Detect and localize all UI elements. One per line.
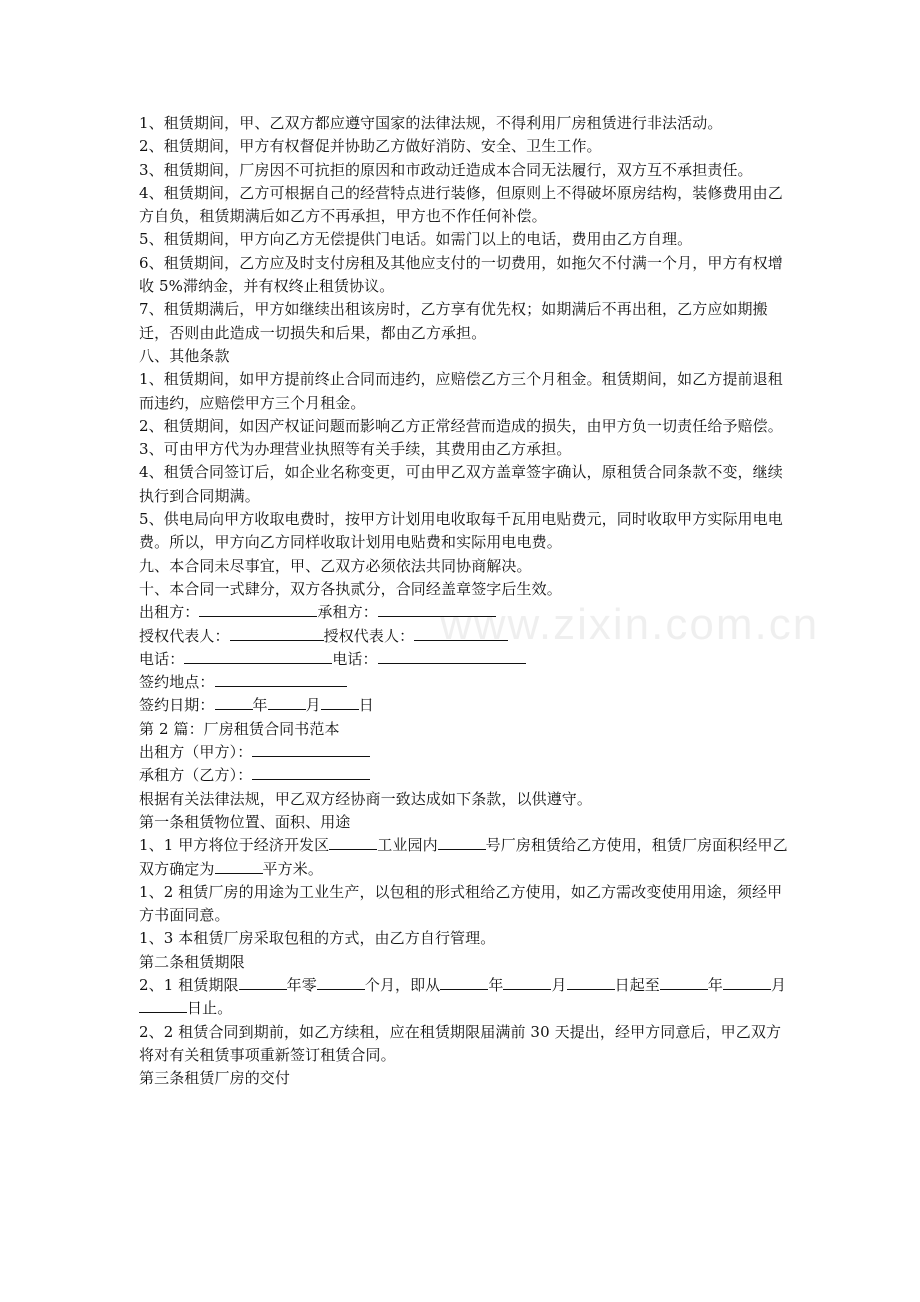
watermark: www.zixin.com.cn <box>440 600 820 649</box>
lessee-blank <box>378 601 496 617</box>
rep-blank-2 <box>414 625 508 641</box>
end-year-blank <box>660 974 708 990</box>
article-1-1 <box>139 834 789 881</box>
building-no-blank <box>438 834 486 850</box>
art1-1-part-c: 号厂房租赁给乙方使用，租赁厂房面积经甲乙双方确定为 <box>139 836 788 878</box>
article-2-title: 第二条租赁期限 <box>139 952 245 971</box>
signature-date-row <box>139 694 789 717</box>
other-clause-2: 2、租赁期间，如因产权证问题而影响乙方正常经营而造成的损失，由甲方负一切责任给予赔偿。 <box>139 416 783 435</box>
art2-1-part-a: 2、1 租赁期限 <box>139 975 239 994</box>
lease-clause-3: 3、租赁期间，厂房因不可抗拒的原因和市政动迁造成本合同无法履行，双方互不承担责任。 <box>139 160 753 179</box>
party-b-blank <box>252 764 370 780</box>
signature-phone-row <box>139 648 789 671</box>
lease-clause-1: 1、租赁期间，甲、乙双方都应遵守国家的法律法规，不得利用厂房租赁进行非法活动。 <box>139 114 723 132</box>
day-blank <box>321 694 359 710</box>
place-blank <box>215 671 347 687</box>
art1-1-part-b: 工业园内 <box>377 836 438 855</box>
end-day-blank <box>139 997 187 1013</box>
art1-1-part-a: 1、1 甲方将位于经济开发区 <box>139 836 330 855</box>
year-label: 年 <box>252 696 268 715</box>
rep-blank <box>230 625 324 641</box>
other-clause-1: 1、租赁期间，如甲方提前终止合同而违约，应赔偿乙方三个月租金。租赁期间，如乙方提前退租而违约，应赔偿甲方三个月租金。 <box>139 370 783 412</box>
zone-blank <box>329 834 377 850</box>
article-2-1 <box>139 974 789 1021</box>
art2-1-part-g: 年 <box>707 975 724 994</box>
lessor-label: 出租方： <box>139 603 200 622</box>
phone-blank <box>184 648 332 664</box>
rep-label-2: 授权代表人： <box>323 626 415 645</box>
preamble: 根据有关法律法规，甲乙双方经协商一致达成如下条款，以供遵守。 <box>139 789 593 808</box>
art1-1-part-d: 平方米。 <box>262 859 323 878</box>
term-months-blank <box>317 974 365 990</box>
phone-blank-2 <box>378 648 526 664</box>
start-year-blank <box>440 974 488 990</box>
party-a-row <box>139 741 789 764</box>
article-1-3: 1、3 本租赁厂房采取包租的方式，由乙方自行管理。 <box>139 929 496 948</box>
other-clause-4: 4、租赁合同签订后，如企业名称变更，可由甲乙双方盖章签字确认，原租赁合同条款不变，继续执行到合同期满。 <box>139 463 783 505</box>
party-b-label: 承租方（乙方）： <box>139 766 253 785</box>
end-month-blank <box>723 974 771 990</box>
signature-place-row <box>139 671 789 694</box>
lessee-label: 承租方： <box>317 603 378 622</box>
art2-1-part-e: 月 <box>551 975 567 994</box>
area-blank <box>215 858 263 874</box>
day-label: 日 <box>358 696 374 715</box>
start-day-blank <box>567 974 615 990</box>
lease-clause-2: 2、租赁期间，甲方有权督促并协助乙方做好消防、安全、卫生工作。 <box>139 137 602 156</box>
art2-1-part-i: 日止。 <box>187 999 233 1018</box>
art2-1-part-h: 月 <box>771 975 787 994</box>
section-10: 十、本合同一式肆分，双方各执贰分，合同经盖章签字后生效。 <box>139 579 562 598</box>
doc2-title: 第 2 篇：厂房租赁合同书范本 <box>139 719 340 738</box>
art2-1-part-f: 日起至 <box>614 975 660 994</box>
party-b-row <box>139 764 789 787</box>
signature-parties-row <box>139 601 789 624</box>
article-2-2: 2、2 租赁合同到期前，如乙方续租，应在租赁期限届满前 30 天提出，经甲方同意后，甲乙双方将对有关租赁事项重新签订租赁合同。 <box>139 1022 782 1064</box>
article-1-2: 1、2 租赁厂房的用途为工业生产，以包租的形式租给乙方使用，如乙方需改变使用用途，须经甲方书面同意。 <box>139 882 783 925</box>
place-label: 签约地点： <box>139 673 215 692</box>
lease-clause-6: 6、租赁期间，乙方应及时支付房租及其他应支付的一切费用，如拖欠不付满一个月，甲方有权增收 5%滞纳金，并有权终止租赁协议。 <box>139 253 783 296</box>
year-blank <box>215 694 253 710</box>
art2-1-part-d: 年 <box>488 975 504 994</box>
start-month-blank <box>503 974 551 990</box>
article-1-title: 第一条租赁物位置、面积、用途 <box>139 812 351 831</box>
other-clause-3: 3、可由甲方代为办理营业执照等有关手续，其费用由乙方承担。 <box>139 440 572 459</box>
term-years-blank <box>239 974 287 990</box>
article-3-title: 第三条租赁厂房的交付 <box>139 1069 291 1088</box>
other-clause-5: 5、供电局向甲方收取电费时，按甲方计划用电收取每千瓦用电贴费元，同时收取甲方实际用电电费。所以，甲方向乙方同样收取计划用电贴费和实际用电电费。 <box>139 510 783 552</box>
art2-1-part-c: 个月，即从 <box>364 975 441 994</box>
month-blank <box>268 694 306 710</box>
party-a-label: 出租方（甲方）： <box>139 743 253 762</box>
lease-clause-7: 7、租赁期满后，甲方如继续出租该房时，乙方享有优先权；如期满后不再出租，乙方应如期搬迁，否则由此造成一切损失和后果，都由乙方承担。 <box>139 300 768 342</box>
signature-rep-row <box>139 625 789 648</box>
section-9: 九、本合同未尽事宜，甲、乙双方必须依法共同协商解决。 <box>139 556 532 575</box>
art2-1-part-b: 年零 <box>286 975 317 994</box>
lease-clause-4: 4、租赁期间，乙方可根据自己的经营特点进行装修，但原则上不得破坏原房结构，装修费用由乙方自负，租赁期满后如乙方不再承担，甲方也不作任何补偿。 <box>139 183 783 226</box>
lessor-blank <box>199 601 317 617</box>
section-8-title: 八、其他条款 <box>139 346 230 365</box>
party-a-blank <box>252 741 370 757</box>
month-label: 月 <box>305 696 321 715</box>
phone-label: 电话： <box>139 649 185 668</box>
document-body <box>139 112 789 1090</box>
date-label: 签约日期： <box>139 696 215 715</box>
phone-label-2: 电话： <box>332 649 378 668</box>
rep-label: 授权代表人： <box>139 626 230 645</box>
lease-clause-5: 5、租赁期间，甲方向乙方无偿提供门电话。如需门以上的电话，费用由乙方自理。 <box>139 230 693 249</box>
